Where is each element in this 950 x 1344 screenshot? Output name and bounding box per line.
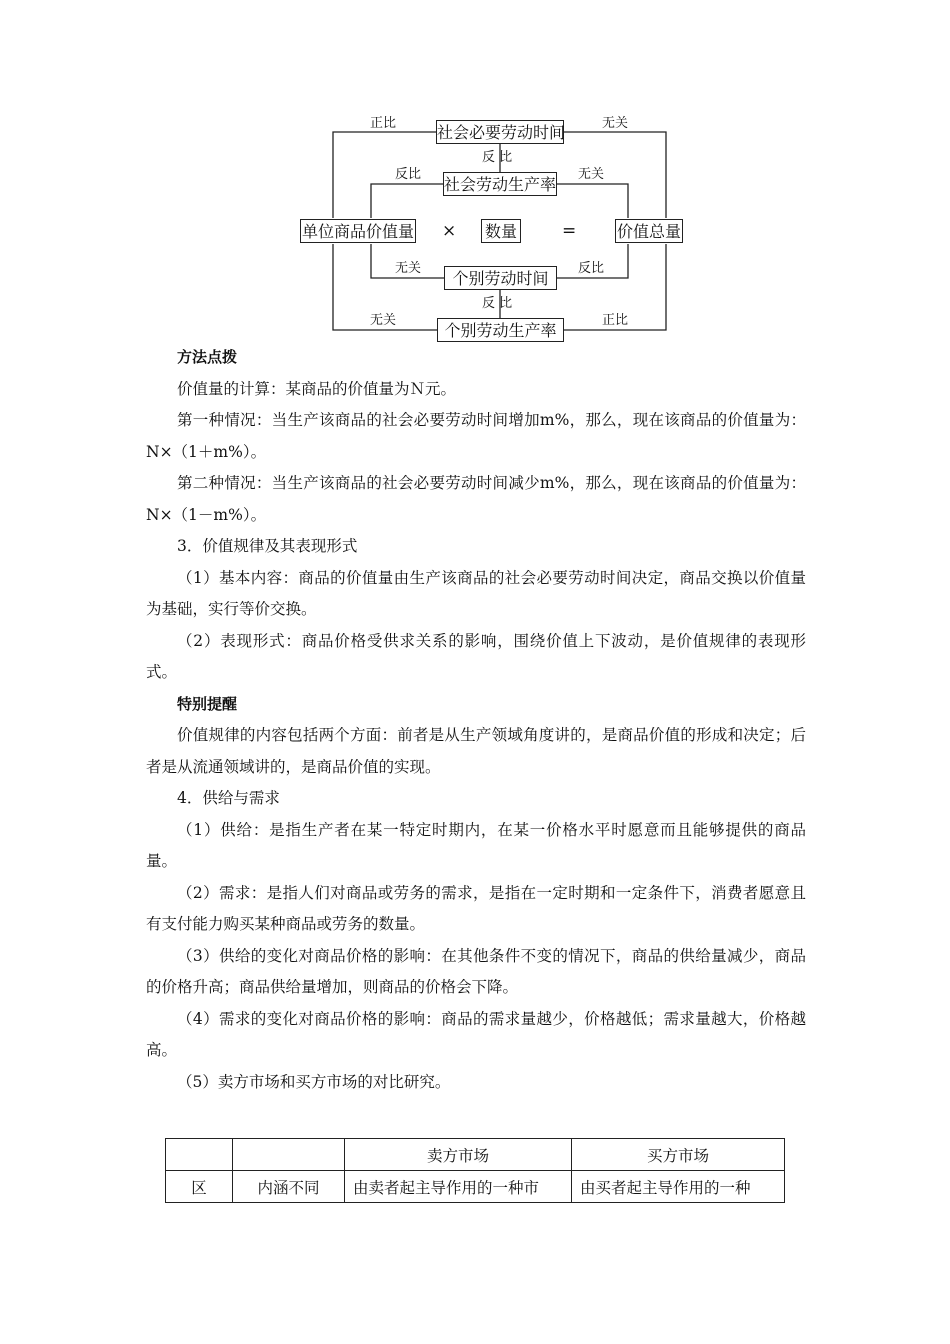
equals-sign: = xyxy=(562,221,577,241)
method-heading: 方法点拨 xyxy=(177,348,238,366)
section3-paragraph-2: （2）表现形式：商品价格受供求关系的影响，围绕价值上下波动，是价值规律的表现形式。 xyxy=(146,631,806,681)
box-total-value: 价值总量 xyxy=(615,219,683,243)
label-mid-upper-left: 反比 xyxy=(395,167,422,182)
label-bottom-right: 正比 xyxy=(602,313,629,328)
box-social-labor-productivity: 社会劳动生产率 xyxy=(443,172,557,196)
label-top-right: 无关 xyxy=(602,116,629,131)
section3-paragraph-1: （1）基本内容：商品的价值量由生产该商品的社会必要劳动时间决定，商品交换以价值量为基础，实行等价交换。 xyxy=(146,568,806,618)
section4-paragraph-2: （2）需求：是指人们对商品或劳务的需求，是指在一定时期和一定条件下，消费者愿意且有支付能力购买某种商品或劳务的数量。 xyxy=(146,883,806,933)
table-cell xyxy=(166,1139,233,1171)
market-comparison-table xyxy=(165,1138,785,1203)
table-header-seller-market: 卖方市场 xyxy=(345,1139,572,1171)
table-cell: 由买者起主导作用的一种 xyxy=(572,1171,785,1203)
section4-paragraph-5: （5）卖方市场和买方市场的对比研究。 xyxy=(177,1072,451,1091)
label-top-left: 正比 xyxy=(370,116,397,131)
special-reminder-paragraph: 价值规律的内容包括两个方面：前者是从生产领域角度讲的，是商品价值的形成和决定；后者是从流通领域讲的，是商品价值的实现。 xyxy=(146,726,806,776)
table-header-buyer-market: 买方市场 xyxy=(572,1139,785,1171)
section4-paragraph-3: （3）供给的变化对商品价格的影响：在其他条件不变的情况下，商品的供给量减少，商品的价格升高；商品供给量增加，则商品的价格会下降。 xyxy=(146,946,806,996)
table-cell: 区 xyxy=(166,1171,233,1203)
section4-title: 4．供给与需求 xyxy=(177,789,280,807)
label-bottom-left: 无关 xyxy=(370,313,397,328)
section4-paragraph-4: （4）需求的变化对商品价格的影响：商品的需求量越少，价格越低；需求量越大，价格越高。 xyxy=(146,1009,806,1059)
box-social-necessary-labor-time: 社会必要劳动时间 xyxy=(436,120,564,144)
table-cell xyxy=(233,1139,345,1171)
value-relationship-diagram xyxy=(0,0,950,345)
table-cell: 内涵不同 xyxy=(233,1171,345,1203)
box-individual-labor-productivity: 个别劳动生产率 xyxy=(437,318,564,342)
case1-paragraph: 第一种情况：当生产该商品的社会必要劳动时间增加m%，那么，现在该商品的价值量为：N×（1＋m%）。 xyxy=(146,411,806,461)
section3-title: 3．价值规律及其表现形式 xyxy=(177,537,358,555)
label-mid-lower-left: 无关 xyxy=(395,261,422,276)
case2-paragraph: 第二种情况：当生产该商品的社会必要劳动时间减少m%，那么，现在该商品的价值量为：N×（1－m%）。 xyxy=(146,474,806,524)
table-row xyxy=(166,1171,785,1203)
section4-paragraph-1: （1）供给：是指生产者在某一特定时期内，在某一价格水平时愿意而且能够提供的商品量。 xyxy=(146,820,806,870)
value-calc-paragraph: 价值量的计算：某商品的价值量为Ｎ元。 xyxy=(177,379,457,398)
times-sign: × xyxy=(442,221,457,241)
special-reminder-heading: 特别提醒 xyxy=(177,694,238,713)
box-individual-labor-time: 个别劳动时间 xyxy=(444,266,557,290)
label-mid-upper-right: 无关 xyxy=(578,167,605,182)
table-cell: 由卖者起主导作用的一种市 xyxy=(345,1171,572,1203)
box-unit-commodity-value: 单位商品价值量 xyxy=(300,219,416,243)
label-vertical-lower: 反 比 xyxy=(482,296,513,311)
label-vertical-upper: 反 比 xyxy=(482,150,513,165)
table-header-row xyxy=(166,1139,785,1171)
document-body xyxy=(146,342,806,1098)
box-quantity: 数量 xyxy=(481,219,521,243)
label-mid-lower-right: 反比 xyxy=(578,261,605,276)
